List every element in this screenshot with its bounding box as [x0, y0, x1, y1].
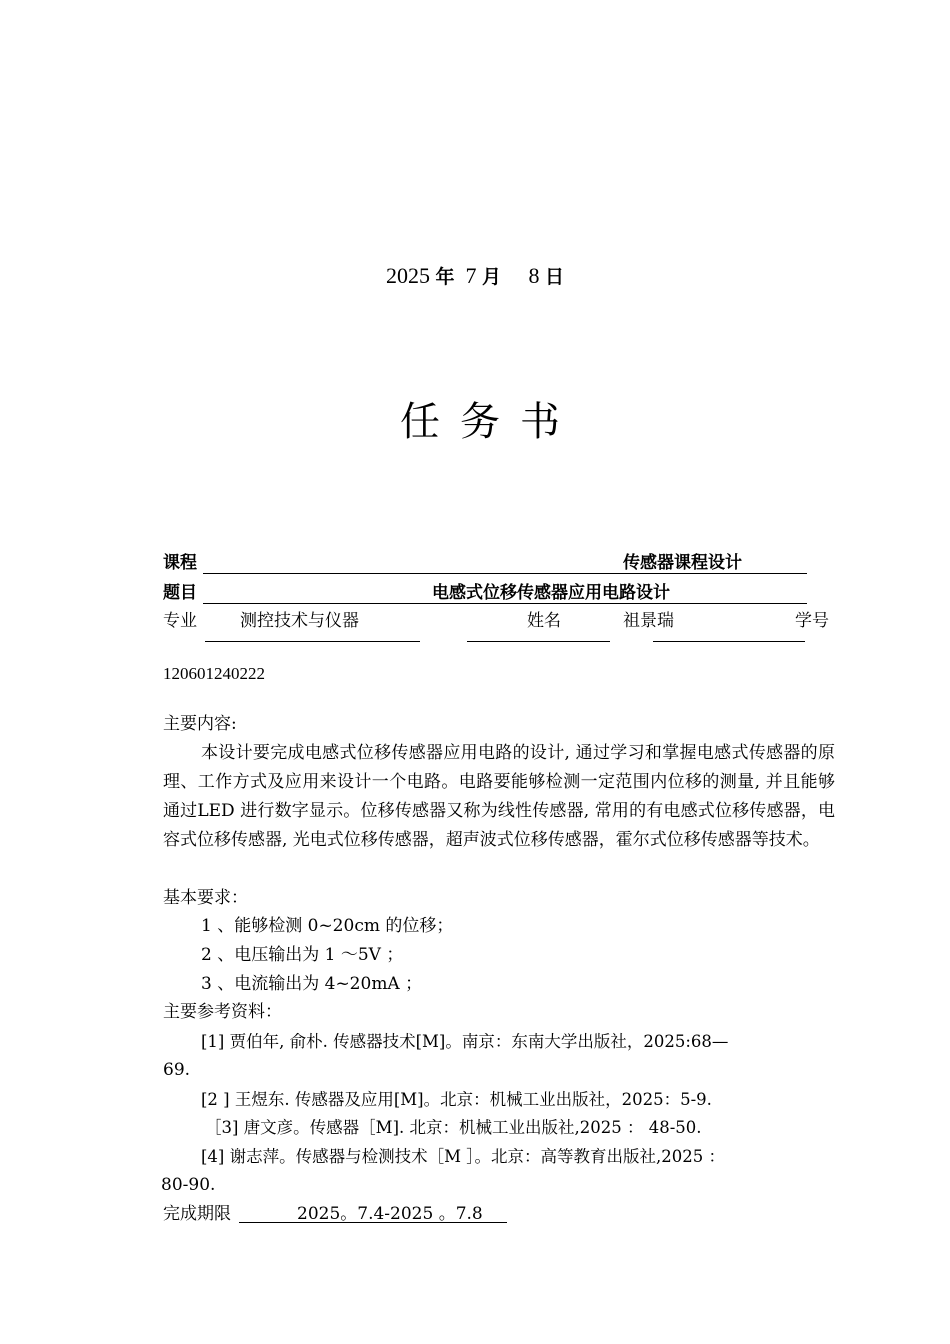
page-title: 任务书 [400, 399, 580, 445]
major-label: 专业 [163, 611, 197, 631]
name-label: 姓名 [527, 611, 561, 631]
deadline-underline [239, 1222, 507, 1223]
id-label: 学号 [795, 611, 829, 631]
name-value: 祖景瑞 [623, 611, 674, 631]
course-underline [203, 573, 807, 574]
reference-item-continued: 69. [163, 1060, 191, 1080]
course-label: 课程 [163, 553, 197, 573]
major-value: 测控技术与仪器 [240, 611, 359, 631]
references-heading: 主要参考资料： [163, 1002, 282, 1022]
main-content-heading: 主要内容: [163, 714, 237, 734]
date-month-unit: 月 [481, 266, 501, 288]
reference-item: [4] 谢志萍。传感器与检测技术［M ］。北京：高等教育出版社,2025 ： [201, 1147, 725, 1166]
reference-item: ［3] 唐文彦。传感器［M]. 北京：机械工业出版社,2025 ： 48-50. [205, 1118, 702, 1137]
deadline-label: 完成期限 [163, 1204, 231, 1224]
reference-item: [1] 贾伯年, 俞朴. 传感器技术[M]。南京：东南大学出版社，2025:68— [201, 1032, 729, 1051]
requirement-item: 2 、电压输出为 1 ～5V ； [201, 945, 404, 965]
date-day: 8 [528, 263, 540, 288]
requirement-item: 3 、电流输出为 4~20mA ； [201, 974, 423, 994]
main-content-paragraph: 本设计要完成电感式位移传感器应用电路的设计, 通过学习和掌握电感式传感器的原理、工作方式及应用来设计一个电路。电路要能够检测一定范围内位移的测量, 并且能够通过LED 进行数字显示。位移传感器又称为线性传感器, 常用的有电感式位移传感器，电容式位移传感器, 光电式位移传感器，超声波式位移传感器，霍尔式位移传感器等技术。 [163, 743, 835, 850]
requirement-item: 1 、能够检测 0~20cm 的位移； [201, 916, 454, 936]
document-date [0, 262, 950, 289]
date-month: 7 [465, 263, 477, 288]
id-value: 120601240222 [163, 664, 265, 683]
requirements-heading: 基本要求： [163, 888, 248, 908]
topic-underline [203, 603, 807, 604]
date-day-unit: 日 [545, 266, 565, 288]
deadline-value: 2025。7.4-2025 。7.8 [297, 1204, 483, 1224]
reference-item-continued: 80-90. [161, 1175, 216, 1195]
date-year-unit: 年 [435, 266, 455, 288]
major-underline [205, 641, 420, 642]
reference-item: [2 ] 王煜东. 传感器及应用[M]。北京：机械工业出版社，2025：5-9. [201, 1090, 712, 1109]
id-underline [653, 641, 805, 642]
course-value: 传感器课程设计 [623, 553, 742, 573]
topic-label: 题目 [163, 583, 197, 603]
name-underline [467, 641, 610, 642]
date-year: 2025 [385, 263, 430, 288]
topic-value: 电感式位移传感器应用电路设计 [432, 583, 670, 603]
